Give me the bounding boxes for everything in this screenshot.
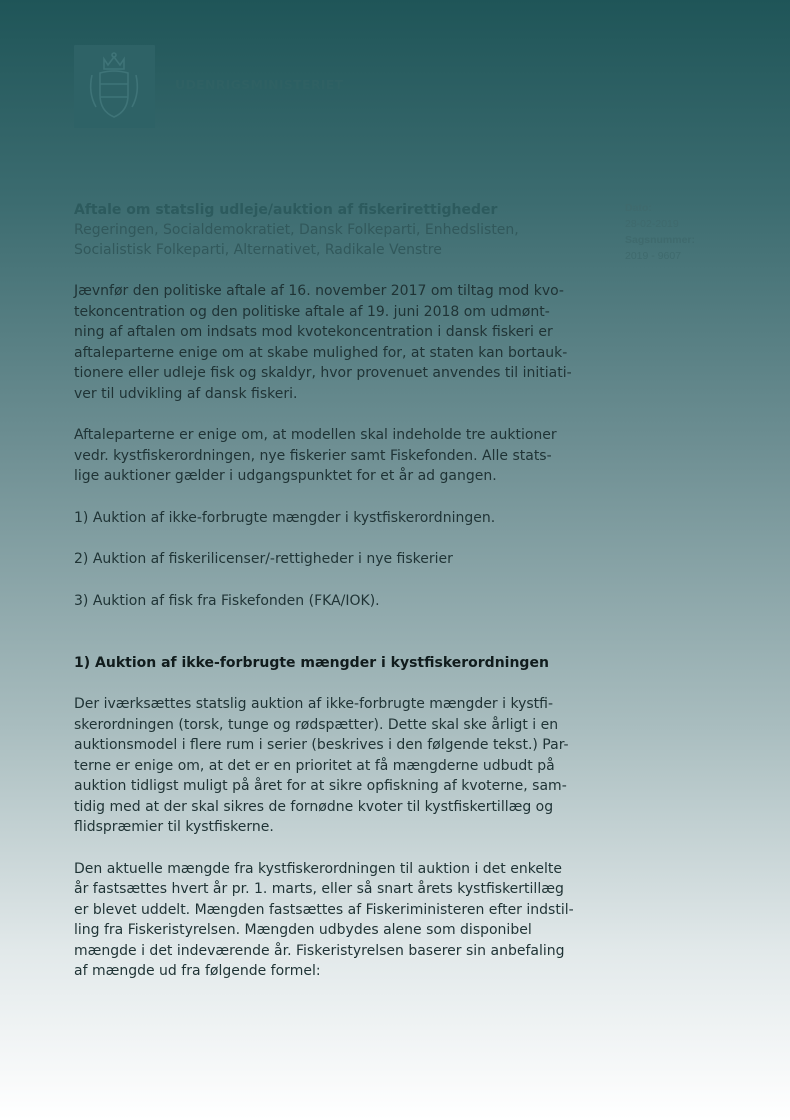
list-item: 3) Auktion af fisk fra Fiskefonden (FKA/IOK).: [74, 592, 380, 609]
text-line: er blevet uddelt. Mængden fastsættes af Fiskeriministeren efter indstil-: [74, 901, 574, 918]
document-title: Aftale om statslig udleje/auktion af fiskerirettigheder: [74, 202, 498, 218]
text-line: Den aktuelle mængde fra kystfiskerordningen til auktion i det enkelte: [74, 860, 562, 877]
list-item: 1) Auktion af ikke-forbrugte mængder i kystfiskerordningen.: [74, 509, 496, 526]
case-number-label: Sagsnummer:: [625, 234, 696, 246]
intro-paragraph: [74, 281, 614, 404]
text-line: af mængde ud fra følgende formel:: [74, 963, 321, 979]
text-line: Aftaleparterne er enige om, at modellen skal indeholde tre auktioner: [74, 427, 557, 443]
text-line: mængde i det indeværende år. Fiskeristyrelsen baserer sin anbefaling: [74, 942, 565, 959]
text-line: flidspræmier til kystfiskerne.: [74, 819, 274, 835]
document-body: [74, 200, 614, 982]
text-line: tidig med at der skal sikres de fornødne kvoter til kystfiskertillæg og: [74, 798, 554, 815]
text-line: Der iværksættes statslig auktion af ikke-forbrugte mængder i kystfi-: [74, 696, 554, 712]
coat-of-arms-logo: [74, 45, 155, 128]
text-line: aftaleparterne enige om at skabe mulighed for, at staten kan bortauk-: [74, 344, 568, 361]
section1-paragraph-2: [74, 859, 614, 982]
text-line: terne er enige om, at det er en prioritet at få mængderne udbudt på: [74, 757, 555, 774]
parties-line-2: Socialistisk Folkeparti, Alternativet, Radikale Venstre: [74, 242, 442, 258]
text-line: lige auktioner gælder i udgangspunktet for et år ad gangen.: [74, 468, 497, 484]
case-number-value: 2019 - 9607: [625, 250, 682, 262]
text-line: auktion tidligst muligt på året for at sikre opfiskning af kvoterne, sam-: [74, 778, 567, 794]
text-line: tekoncentration og den politiske aftale af 19. juni 2018 om udmønt-: [74, 303, 550, 320]
text-line: ning af aftalen om indsats mod kvotekoncentration i dansk fiskeri er: [74, 324, 553, 340]
date-label: Dato:: [625, 202, 652, 214]
list-item: 2) Auktion af fiskerilicenser/-rettigheder i nye fiskerier: [74, 551, 453, 567]
model-paragraph: [74, 425, 614, 487]
text-line: vedr. kystfiskerordningen, nye fiskerier samt Fiskefonden. Alle stats-: [74, 447, 552, 464]
text-line: tionere eller udleje fisk og skaldyr, hvor provenuet anvendes til initiati-: [74, 365, 572, 381]
text-line: år fastsættes hvert år pr. 1. marts, eller så snart årets kystfiskertillæg: [74, 881, 564, 897]
ministry-name: UDENRIGSMINISTERIET: [175, 77, 344, 92]
text-line: auktionsmodel i flere rum i serier (beskrives i den følgende tekst.) Par-: [74, 737, 569, 753]
section1-paragraph-1: [74, 694, 614, 838]
crown-shield-icon: [74, 45, 155, 128]
text-line: ver til udvikling af dansk fiskeri.: [74, 385, 298, 402]
text-line: Jævnfør den politiske aftale af 16. november 2017 om tiltag mod kvo-: [74, 283, 564, 299]
document-meta: [625, 200, 775, 264]
text-line: ling fra Fiskeristyrelsen. Mængden udbydes alene som disponibel: [74, 922, 532, 938]
parties-line-1: Regeringen, Socialdemokratiet, Dansk Folkeparti, Enhedslisten,: [74, 222, 519, 238]
text-line: skerordningen (torsk, tunge og rødspætter). Dette skal ske årligt i en: [74, 716, 559, 733]
date-value: 28-02-2019: [625, 218, 679, 230]
section-heading: 1) Auktion af ikke-forbrugte mængder i kystfiskerordningen: [74, 655, 549, 671]
